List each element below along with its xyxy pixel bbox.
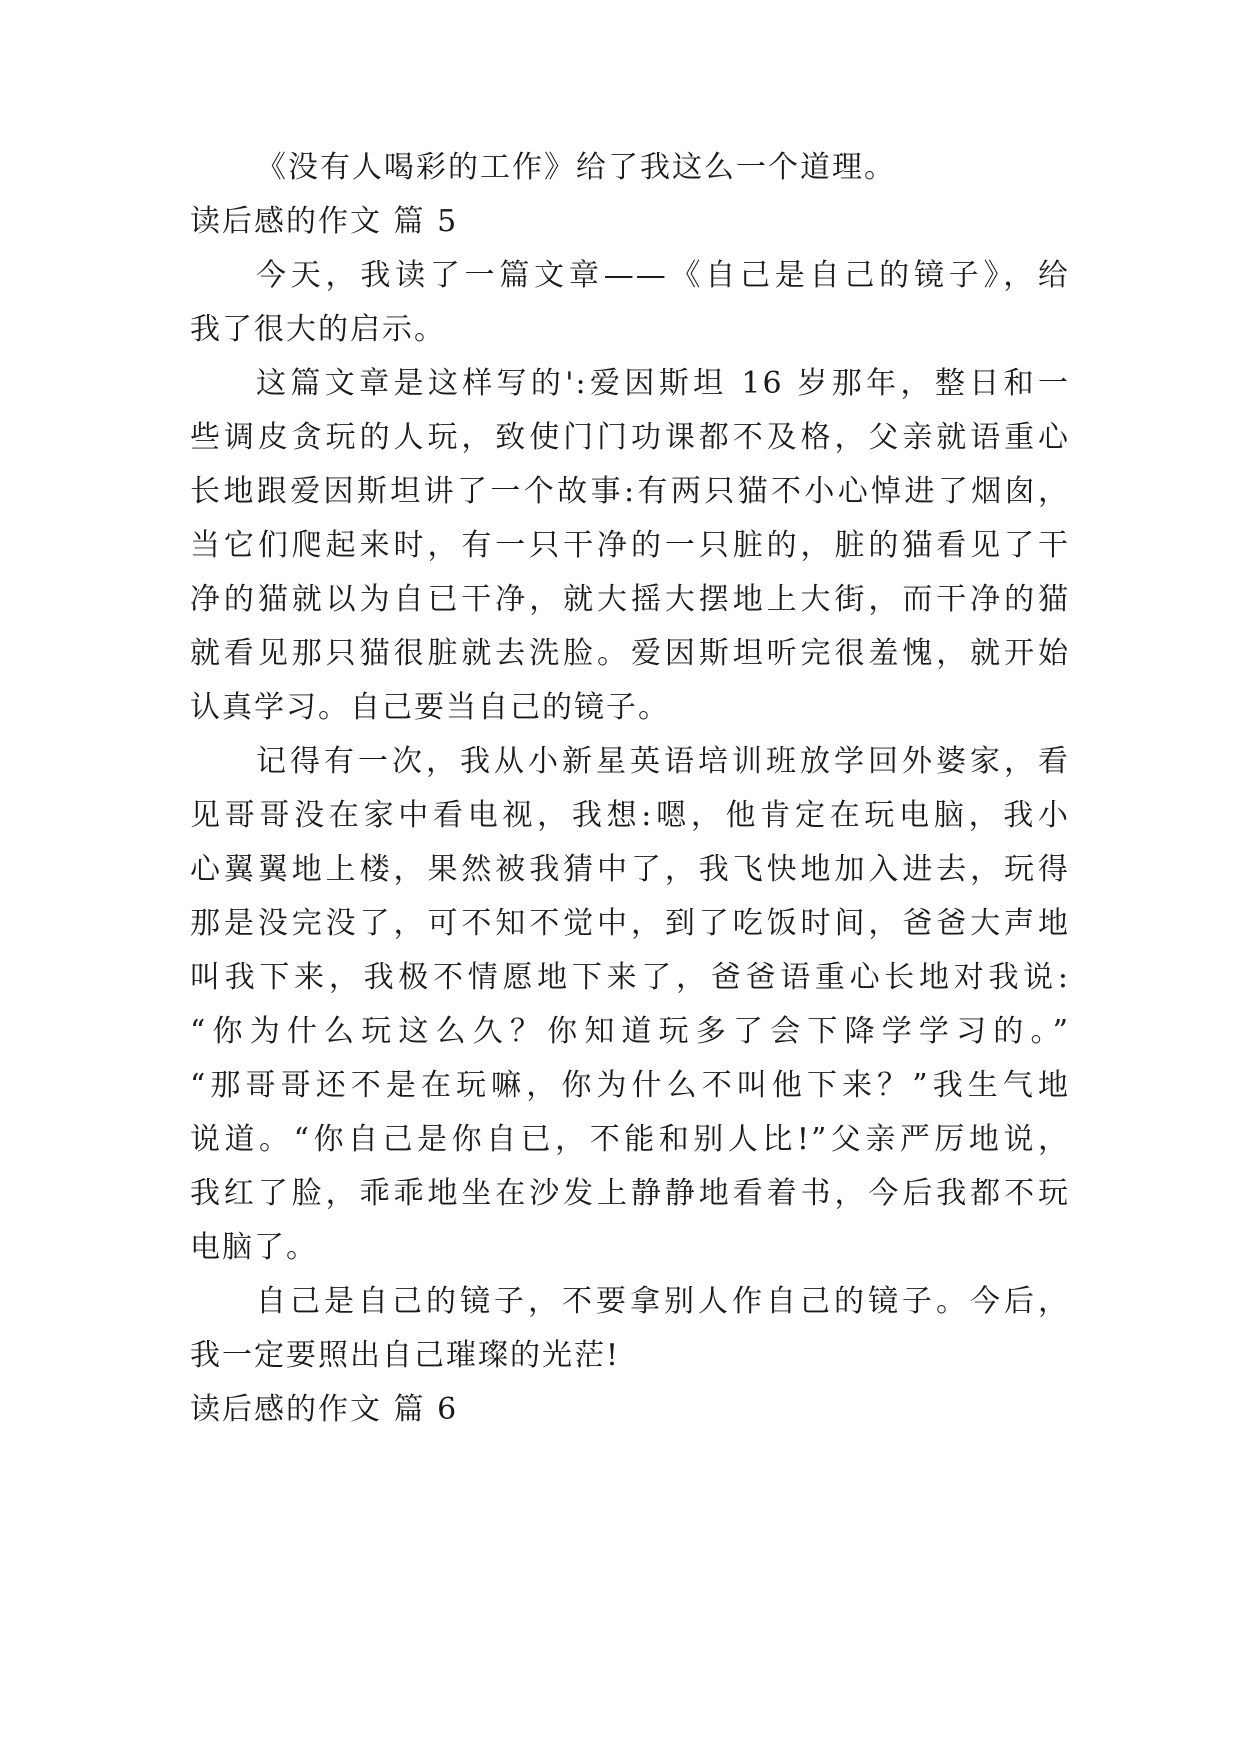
paragraph-line: 当它们爬起来时，有一只干净的一只脏的，脏的猫看见了干 [190, 528, 1070, 563]
paragraph-line: 心翼翼地上楼，果然被我猜中了，我飞快地加入进去，玩得 [190, 852, 1070, 887]
paragraph-line: 我红了脸，乖乖地坐在沙发上静静地看着书，今后我都不玩 [190, 1176, 1070, 1211]
paragraph-line: 叫我下来，我极不情愿地下来了，爸爸语重心长地对我说: [190, 960, 1070, 995]
paragraph-line: 我了很大的启示。 [190, 312, 446, 347]
paragraph-line: 净的猫就以为自已干净，就大摇大摆地上大街，而干净的猫 [190, 582, 1070, 617]
paragraph-line: 自己是自己的镜子，不要拿别人作自己的镜子。今后， [256, 1284, 1070, 1319]
paragraph-line: 记得有一次，我从小新星英语培训班放学回外婆家，看 [256, 744, 1070, 779]
paragraph-line: “你为什么玩这么久？你知道玩多了会下降学学习的。” [190, 1014, 1070, 1049]
paragraph-line: 电脑了。 [190, 1230, 318, 1265]
paragraph-line: 认真学习。自己要当自己的镜子。 [190, 690, 670, 725]
section-heading: 读后感的作文 篇 6 [190, 1392, 459, 1427]
paragraph-line: 这篇文章是这样写的':爱因斯坦 16 岁那年，整日和一 [256, 366, 1070, 401]
paragraph-line: 些调皮贪玩的人玩，致使门门功课都不及格，父亲就语重心 [190, 420, 1070, 455]
paragraph-line: “那哥哥还不是在玩嘛，你为什么不叫他下来？”我生气地 [190, 1068, 1070, 1103]
paragraph-line: 今天，我读了一篇文章——《自己是自己的镜子》，给 [256, 258, 1070, 293]
paragraph-line: 那是没完没了，可不知不觉中，到了吃饭时间，爸爸大声地 [190, 906, 1070, 941]
section-heading: 读后感的作文 篇 5 [190, 204, 459, 239]
paragraph-line: 见哥哥没在家中看电视，我想:嗯，他肯定在玩电脑，我小 [190, 798, 1070, 833]
paragraph-line: 就看见那只猫很脏就去洗脸。爱因斯坦听完很羞愧，就开始 [190, 636, 1070, 671]
paragraph-line: 长地跟爱因斯坦讲了一个故事:有两只猫不小心悼进了烟囱， [190, 474, 1070, 509]
paragraph-line: 《没有人喝彩的工作》给了我这么一个道理。 [256, 150, 896, 185]
paragraph-line: 我一定要照出自己璀璨的光茫! [190, 1338, 621, 1373]
paragraph-line: 说道。“你自己是你自已，不能和别人比!”父亲严厉地说， [190, 1122, 1070, 1157]
